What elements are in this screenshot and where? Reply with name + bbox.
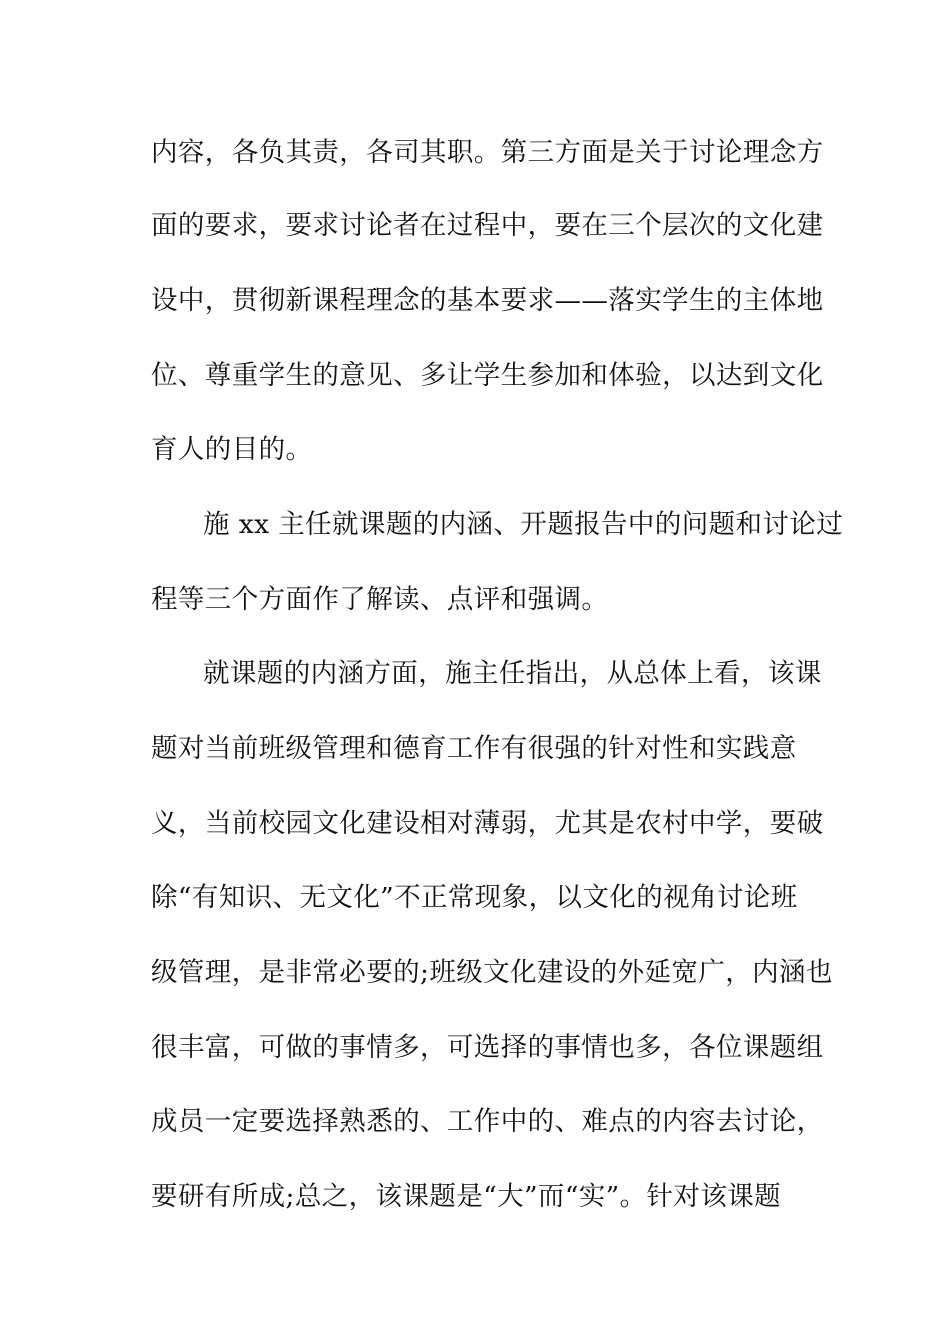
text-line: 题对当前班级管理和德育工作有很强的针对性和实践意	[151, 733, 797, 764]
text-line: 级管理，是非常必要的;班级文化建设的外延宽广，内涵也	[151, 957, 833, 988]
text-line: 位、尊重学生的意见、多让学生参加和体验，以达到文化	[151, 360, 824, 391]
paragraph-first-line: 就课题的内涵方面，施主任指出，从总体上看，该课	[203, 658, 822, 689]
text-line: 很丰富，可做的事情多，可选择的事情也多，各位课题组	[151, 1032, 824, 1063]
text-line: 面的要求，要求讨论者在过程中，要在三个层次的文化建	[151, 210, 824, 241]
text-line: 成员一定要选择熟悉的、工作中的、难点的内容去讨论，	[151, 1106, 824, 1137]
paragraph-first-line: 施 xx 主任就课题的内涵、开题报告中的问题和讨论过	[203, 509, 844, 540]
text-line: 除“有知识、无文化”不正常现象，以文化的视角讨论班	[151, 882, 798, 913]
text-line: 设中，贯彻新课程理念的基本要求——落实学生的主体地	[151, 285, 824, 316]
text-line: 义，当前校园文化建设相对薄弱，尤其是农村中学，要破	[151, 808, 824, 839]
text-line: 内容，各负其责，各司其职。第三方面是关于讨论理念方	[151, 137, 824, 168]
text-line: 育人的目的。	[151, 434, 313, 465]
text-line: 程等三个方面作了解读、点评和强调。	[151, 584, 609, 615]
text-line: 要研有所成;总之，该课题是“大”而“实”。针对该课题	[151, 1181, 782, 1212]
